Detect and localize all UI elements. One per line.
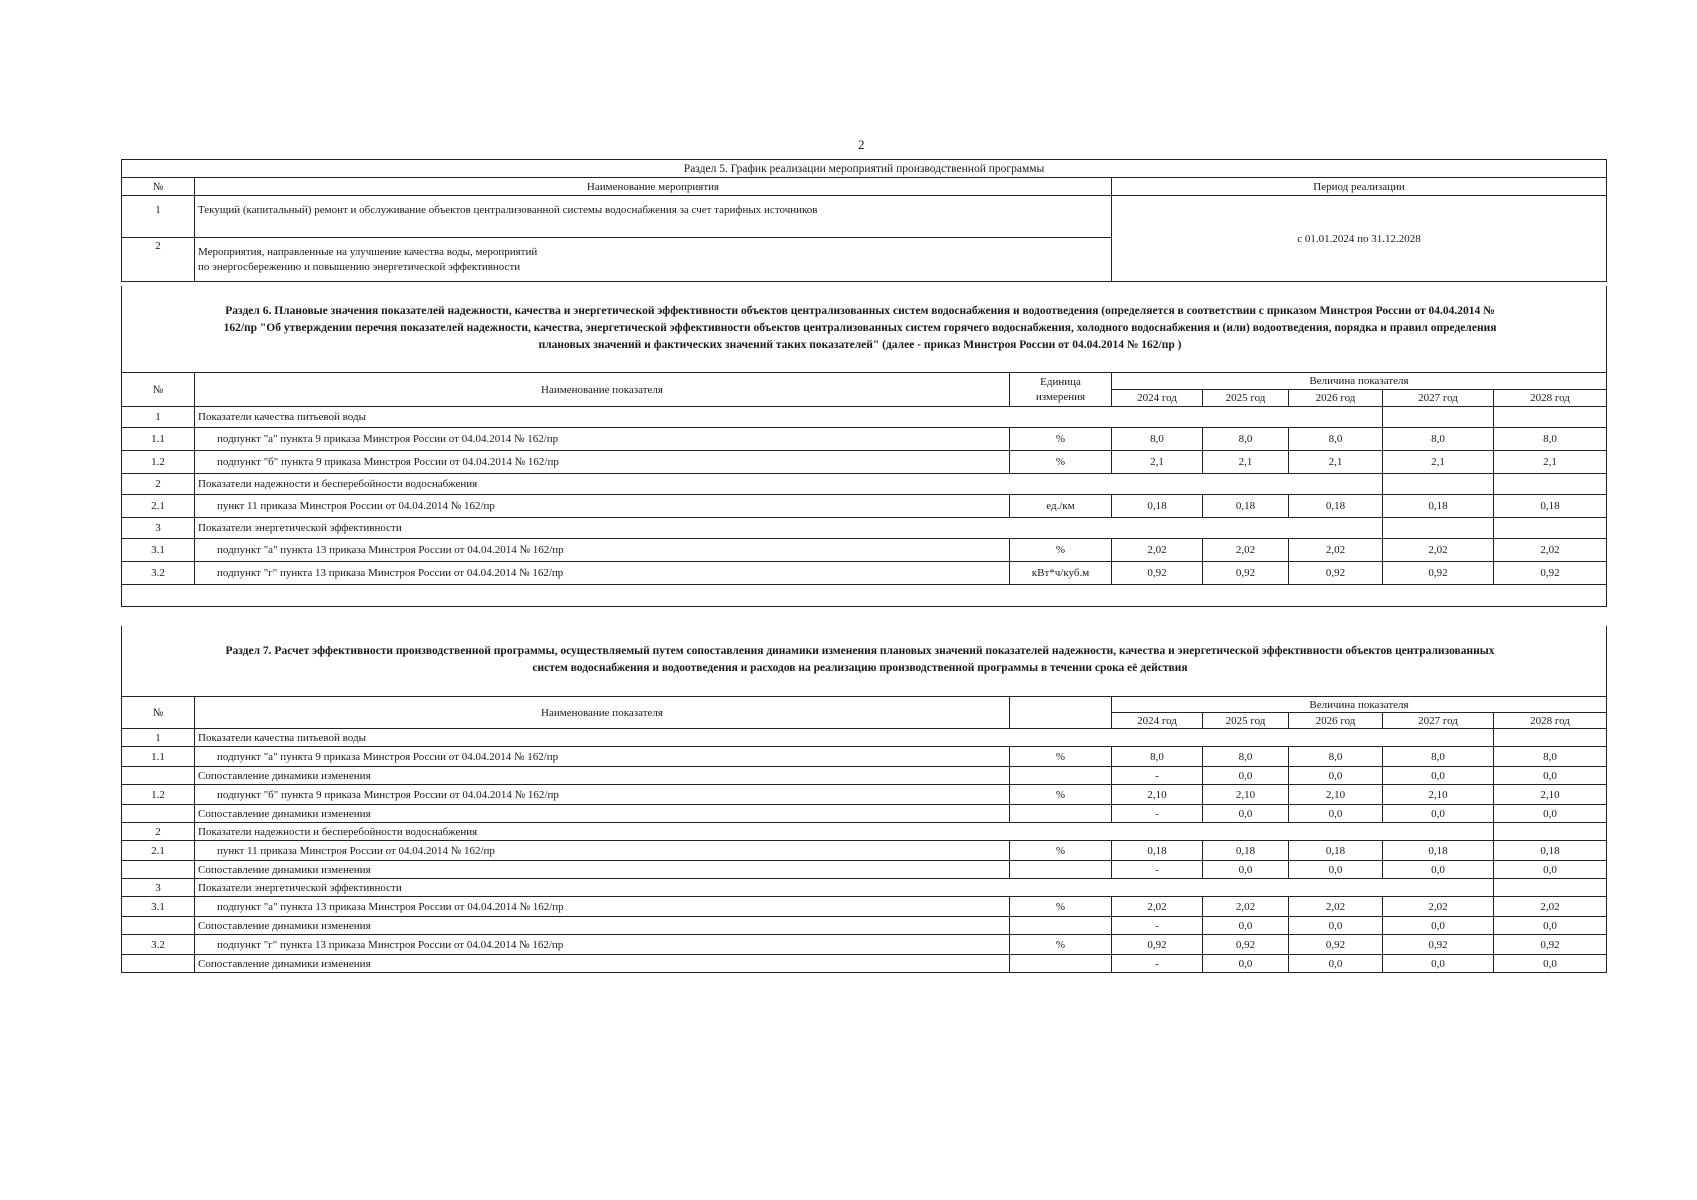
group-name: Показатели надежности и бесперебойности водоснабжения [195, 823, 1494, 841]
value-cell: 0,18 [1494, 841, 1607, 861]
indicator-name: подпункт "г" пункта 13 приказа Минстроя России от 04.04.2014 № 162/пр [195, 562, 1010, 585]
row-num: 2.1 [122, 495, 195, 518]
row-num: 3.2 [122, 935, 195, 955]
row-num: 1.2 [122, 451, 195, 474]
row-num [122, 805, 195, 823]
value-cell: 0,0 [1203, 805, 1289, 823]
value-cell: 0,92 [1494, 935, 1607, 955]
section6-table [121, 372, 1607, 607]
value-cell: 2,1 [1203, 451, 1289, 474]
unit-cell [1010, 861, 1112, 879]
value-cell: 0,0 [1203, 955, 1289, 973]
indicator-name: подпункт "а" пункта 9 приказа Минстроя России от 04.04.2014 № 162/пр [195, 428, 1010, 451]
col-unit-header [1010, 373, 1112, 407]
value-cell: 2,02 [1112, 897, 1203, 917]
row-num: 3 [122, 879, 195, 897]
section7-heading-line: систем водоснабжения и водоотведения и расходов на реализацию производственной программы в течении срока её действия [532, 662, 1188, 674]
value-cell: 0,0 [1494, 955, 1607, 973]
value-cell: 0,18 [1203, 495, 1289, 518]
col-num-header: № [122, 178, 195, 196]
row-num: 3.1 [122, 897, 195, 917]
value-cell: 8,0 [1383, 428, 1494, 451]
value-cell: 2,1 [1383, 451, 1494, 474]
indicator-name: подпункт "б" пункта 9 приказа Минстроя России от 04.04.2014 № 162/пр [195, 785, 1010, 805]
value-cell: 2,10 [1112, 785, 1203, 805]
unit-cell: % [1010, 747, 1112, 767]
row-num: 3 [122, 518, 195, 539]
unit-cell: % [1010, 785, 1112, 805]
col-unit-line: Единица [1040, 375, 1081, 388]
comparison-label: Сопоставление динамики изменения [195, 861, 1010, 879]
value-cell: 2,10 [1383, 785, 1494, 805]
value-cell: 2,10 [1203, 785, 1289, 805]
comparison-label: Сопоставление динамики изменения [195, 805, 1010, 823]
value-cell: 0,18 [1494, 495, 1607, 518]
table-row [122, 451, 1607, 474]
value-cell: 2,02 [1383, 539, 1494, 562]
col-num-header: № [122, 373, 195, 407]
col-indicator-header: Наименование показателя [195, 697, 1010, 729]
comparison-row [122, 917, 1607, 935]
value-cell: 2,02 [1112, 539, 1203, 562]
value-cell: 8,0 [1203, 428, 1289, 451]
value-cell: 0,92 [1203, 562, 1289, 585]
row-num: 3.2 [122, 562, 195, 585]
value-cell: 0,92 [1203, 935, 1289, 955]
value-cell: 8,0 [1494, 428, 1607, 451]
col-value-header: Величина показателя [1112, 373, 1607, 390]
indicator-name: подпункт "б" пункта 9 приказа Минстроя России от 04.04.2014 № 162/пр [195, 451, 1010, 474]
value-cell: 2,1 [1289, 451, 1383, 474]
year-header: 2024 год [1112, 390, 1203, 407]
value-cell: 0,92 [1289, 935, 1383, 955]
value-cell: 0,18 [1289, 841, 1383, 861]
value-cell: 0,0 [1383, 861, 1494, 879]
row-num [122, 917, 195, 935]
comparison-row [122, 861, 1607, 879]
value-cell: 0,18 [1289, 495, 1383, 518]
row-num [122, 861, 195, 879]
value-cell [1494, 879, 1607, 897]
table-row [122, 785, 1607, 805]
group-row [122, 823, 1607, 841]
value-cell: 8,0 [1112, 428, 1203, 451]
indicator-name: пункт 11 приказа Минстроя России от 04.04.2014 № 162/пр [195, 495, 1010, 518]
value-cell: 0,18 [1203, 841, 1289, 861]
year-header: 2028 год [1494, 713, 1607, 729]
year-header: 2026 год [1289, 713, 1383, 729]
group-name: Показатели энергетической эффективности [195, 518, 1383, 539]
group-name: Показатели энергетической эффективности [195, 879, 1494, 897]
value-cell: - [1112, 861, 1203, 879]
value-cell: 0,0 [1494, 805, 1607, 823]
comparison-label: Сопоставление динамики изменения [195, 767, 1010, 785]
value-cell: 2,02 [1494, 539, 1607, 562]
value-cell: 0,0 [1494, 767, 1607, 785]
unit-cell [1010, 805, 1112, 823]
year-header: 2025 год [1203, 390, 1289, 407]
indicator-name: подпункт "а" пункта 9 приказа Минстроя России от 04.04.2014 № 162/пр [195, 747, 1010, 767]
col-unit-header [1010, 697, 1112, 729]
value-cell: 8,0 [1289, 747, 1383, 767]
section7-heading-line: Раздел 7. Расчет эффективности производственной программы, осуществляемый путем сопоставления динамики изменения плановых значений показателей надежности, качества и энергетической эффективности объектов централизованных [225, 645, 1495, 657]
value-cell [1494, 474, 1607, 495]
value-cell: - [1112, 917, 1203, 935]
group-row [122, 407, 1607, 428]
row-num: 3.1 [122, 539, 195, 562]
unit-cell: % [1010, 539, 1112, 562]
value-cell: 0,0 [1383, 917, 1494, 935]
value-cell: - [1112, 805, 1203, 823]
row-num: 1 [122, 196, 195, 238]
row-num: 1 [122, 407, 195, 428]
value-cell: 2,02 [1203, 539, 1289, 562]
table-row [122, 935, 1607, 955]
col-event-name-header: Наименование мероприятия [195, 178, 1112, 196]
col-unit-line: измерения [1035, 390, 1086, 403]
value-cell [1383, 407, 1494, 428]
group-row [122, 474, 1607, 495]
page-number: 2 [858, 137, 865, 152]
value-cell: 0,0 [1289, 861, 1383, 879]
row-num [122, 767, 195, 785]
value-cell: 0,0 [1203, 861, 1289, 879]
value-cell: 0,18 [1383, 841, 1494, 861]
comparison-row [122, 955, 1607, 973]
table-row [122, 897, 1607, 917]
event-name-line: Мероприятия, направленные на улучшение качества воды, мероприятий [198, 245, 538, 258]
year-header: 2027 год [1383, 713, 1494, 729]
col-value-header: Величина показателя [1112, 697, 1607, 713]
col-period-header: Период реализации [1112, 178, 1607, 196]
unit-cell: % [1010, 451, 1112, 474]
row-num: 2 [122, 823, 195, 841]
value-cell: 2,10 [1494, 785, 1607, 805]
row-num: 1.2 [122, 785, 195, 805]
value-cell: 0,18 [1112, 495, 1203, 518]
row-num: 1.1 [122, 428, 195, 451]
value-cell: 0,0 [1289, 917, 1383, 935]
value-cell: 0,92 [1112, 562, 1203, 585]
comparison-row [122, 805, 1607, 823]
comparison-label: Сопоставление динамики изменения [195, 955, 1010, 973]
value-cell: 2,02 [1203, 897, 1289, 917]
section5-title: Раздел 5. График реализации мероприятий производственной программы [122, 160, 1607, 178]
value-cell: 8,0 [1289, 428, 1383, 451]
value-cell: 0,0 [1203, 767, 1289, 785]
row-num [122, 955, 195, 973]
value-cell: 2,02 [1289, 897, 1383, 917]
value-cell: 0,0 [1289, 955, 1383, 973]
empty-row [122, 585, 1607, 607]
value-cell [1383, 518, 1494, 539]
value-cell: 0,0 [1383, 955, 1494, 973]
year-header: 2027 год [1383, 390, 1494, 407]
year-header: 2024 год [1112, 713, 1203, 729]
group-row [122, 879, 1607, 897]
unit-cell [1010, 955, 1112, 973]
row-num: 2 [122, 238, 195, 282]
value-cell [1494, 407, 1607, 428]
year-header: 2026 год [1289, 390, 1383, 407]
section6-heading-line: плановых значений и фактических значений таких показателей" (далее - приказ Минстроя России от 04.04.2014 № 162/пр ) [538, 339, 1182, 351]
indicator-name: пункт 11 приказа Минстроя России от 04.04.2014 № 162/пр [195, 841, 1010, 861]
value-cell: 0,92 [1112, 935, 1203, 955]
value-cell: 0,92 [1383, 562, 1494, 585]
section6-heading-line: Раздел 6. Плановые значения показателей надежности, качества и энергетической эффективности объектов централизованных систем водоснабжения и водоотведения (определяется в соответствии с приказом Минстроя России от 04.04.2014 № [225, 305, 1495, 317]
section7-table [121, 696, 1607, 973]
indicator-name: подпункт "а" пункта 13 приказа Минстроя России от 04.04.2014 № 162/пр [195, 539, 1010, 562]
value-cell: - [1112, 955, 1203, 973]
group-name: Показатели надежности и бесперебойности водоснабжения [195, 474, 1383, 495]
value-cell: 0,0 [1289, 805, 1383, 823]
unit-cell: % [1010, 935, 1112, 955]
comparison-label: Сопоставление динамики изменения [195, 917, 1010, 935]
value-cell [1494, 823, 1607, 841]
period-value: с 01.01.2024 по 31.12.2028 [1112, 196, 1607, 282]
value-cell: 0,0 [1203, 917, 1289, 935]
indicator-name: подпункт "а" пункта 13 приказа Минстроя России от 04.04.2014 № 162/пр [195, 897, 1010, 917]
event-name-line: по энергосбережению и повышению энергетической эффективности [198, 260, 521, 273]
table-row [122, 747, 1607, 767]
section6-heading [140, 303, 1580, 354]
value-cell: 0,92 [1494, 562, 1607, 585]
value-cell: 2,02 [1289, 539, 1383, 562]
table-row [122, 428, 1607, 451]
value-cell: 2,02 [1494, 897, 1607, 917]
value-cell: 0,0 [1494, 917, 1607, 935]
year-header: 2028 год [1494, 390, 1607, 407]
row-num: 2.1 [122, 841, 195, 861]
comparison-row [122, 767, 1607, 785]
col-indicator-header: Наименование показателя [195, 373, 1010, 407]
row-num: 1.1 [122, 747, 195, 767]
unit-cell: % [1010, 428, 1112, 451]
event-name: Текущий (капитальный) ремонт и обслуживание объектов централизованной системы водоснабжения за счет тарифных источников [195, 196, 1112, 238]
value-cell [1494, 729, 1607, 747]
value-cell: 0,18 [1112, 841, 1203, 861]
value-cell: 8,0 [1112, 747, 1203, 767]
unit-cell [1010, 917, 1112, 935]
table-row [122, 539, 1607, 562]
value-cell: 2,02 [1383, 897, 1494, 917]
unit-cell: ед./км [1010, 495, 1112, 518]
value-cell: 0,0 [1383, 805, 1494, 823]
value-cell: 2,10 [1289, 785, 1383, 805]
value-cell: 0,0 [1289, 767, 1383, 785]
col-num-header: № [122, 697, 195, 729]
section7-heading [140, 643, 1580, 677]
unit-cell: кВт*ч/куб.м [1010, 562, 1112, 585]
value-cell: - [1112, 767, 1203, 785]
table-row [122, 841, 1607, 861]
value-cell: 8,0 [1494, 747, 1607, 767]
value-cell: 2,1 [1494, 451, 1607, 474]
group-name: Показатели качества питьевой воды [195, 729, 1494, 747]
group-row [122, 518, 1607, 539]
table-row [122, 562, 1607, 585]
value-cell [1494, 518, 1607, 539]
value-cell: 8,0 [1383, 747, 1494, 767]
group-name: Показатели качества питьевой воды [195, 407, 1383, 428]
row-num: 1 [122, 729, 195, 747]
indicator-name: подпункт "г" пункта 13 приказа Минстроя России от 04.04.2014 № 162/пр [195, 935, 1010, 955]
value-cell: 0,92 [1383, 935, 1494, 955]
year-header: 2025 год [1203, 713, 1289, 729]
unit-cell: % [1010, 897, 1112, 917]
unit-cell: % [1010, 841, 1112, 861]
value-cell: 0,92 [1289, 562, 1383, 585]
value-cell: 0,0 [1383, 767, 1494, 785]
group-row [122, 729, 1607, 747]
value-cell: 8,0 [1203, 747, 1289, 767]
section5-table [121, 159, 1607, 282]
unit-cell [1010, 767, 1112, 785]
row-num: 2 [122, 474, 195, 495]
value-cell: 2,1 [1112, 451, 1203, 474]
table-row [122, 495, 1607, 518]
value-cell [1383, 474, 1494, 495]
section6-heading-line: 162/пр "Об утверждении перечня показателей надежности, качества, энергетической эффективности объектов централизованных систем горячего водоснабжения, холодного водоснабжения и (или) водоотведения, порядка и правил определения [223, 322, 1497, 334]
value-cell: 0,18 [1383, 495, 1494, 518]
event-name [195, 238, 1112, 282]
value-cell: 0,0 [1494, 861, 1607, 879]
